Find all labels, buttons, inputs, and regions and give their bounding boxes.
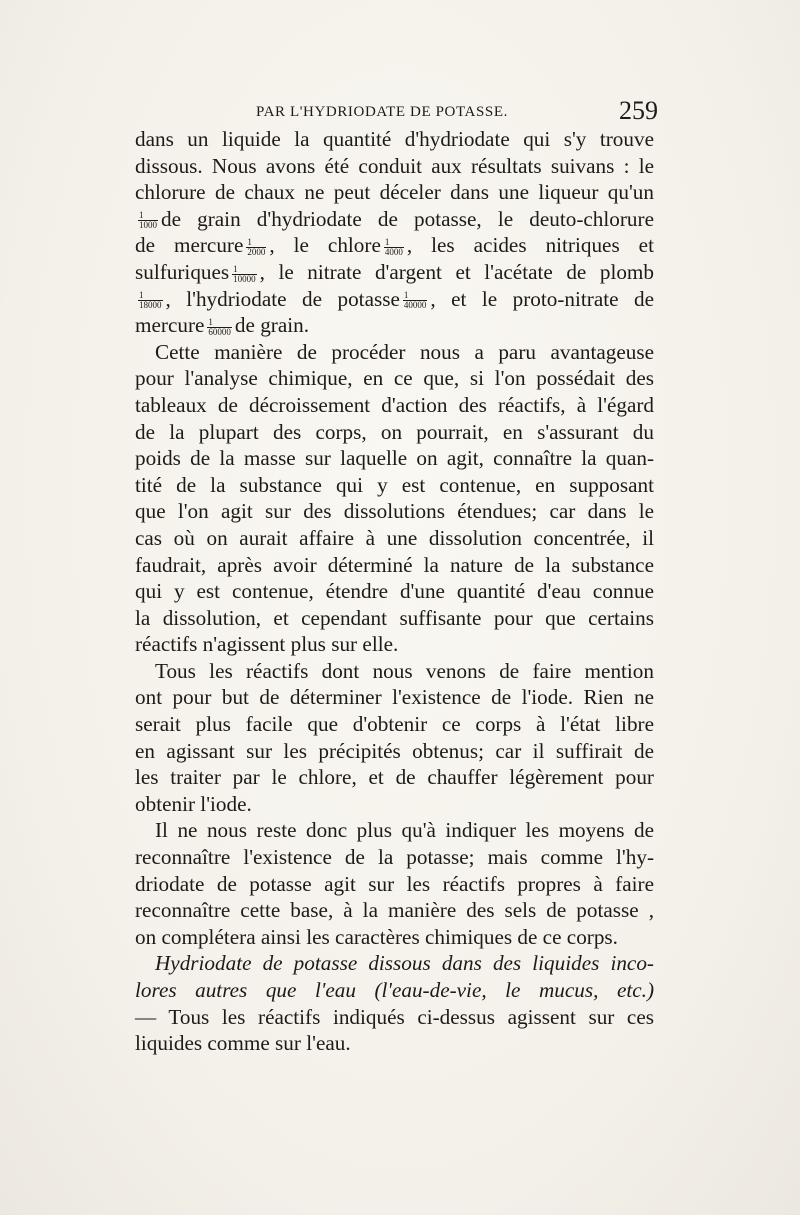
text-line: qui y est contenue, étendre d'une quantité d'eau connue — [135, 579, 654, 604]
text-line: de mercure $\frac{1}{2000}$ , le chlore $\frac{1}{4000}$ , les acides nitriques et — [135, 233, 654, 258]
text-line: Il ne nous reste donc plus qu'à indiquer les moyens de — [155, 818, 654, 843]
text-line: reconnaître l'existence de la potasse; mais comme l'hy- — [135, 845, 654, 870]
text-line: serait plus facile que d'obtenir ce corps à l'état libre — [135, 712, 654, 737]
text-line: mercure $\frac{1}{60000}$ de grain. — [135, 313, 310, 338]
fraction: $\frac{1}{10000}$ — [233, 263, 256, 284]
page-number: 259 — [619, 96, 658, 125]
text-line: ont pour but de déterminer l'existence de l'iode. Rien ne — [135, 685, 654, 710]
text-line: Hydriodate de potasse dissous dans des liquides inco- — [155, 951, 654, 976]
text-line: de la plupart des corps, on pourrait, en s'assurant du — [135, 419, 654, 444]
body-text — [135, 126, 654, 1057]
text-line: réactifs n'agissent plus sur elle. — [135, 632, 399, 657]
running-head: PAR L'HYDRIODATE DE POTASSE. — [256, 104, 508, 120]
text-line: sulfuriques $\frac{1}{10000}$ , le nitrate d'argent et l'acétate de plomb — [135, 259, 654, 284]
text-line: tableaux de décroissement d'action des réactifs, à l'égard — [135, 392, 654, 417]
text-line: $\frac{1}{18000}$ , l'hydriodate de potasse $\frac{1}{40000}$ , et le proto-nitrate de — [139, 286, 654, 311]
text-line: on complétera ainsi les caractères chimiques de ce corps. — [135, 924, 618, 949]
page-header — [130, 96, 658, 128]
text-line: Cette manière de procéder nous a paru avantageuse — [155, 339, 654, 364]
text-line: faudrait, après avoir déterminé la nature de la substance — [135, 552, 654, 577]
fraction: $\frac{1}{1000}$ — [139, 210, 157, 231]
text-line: reconnaître cette base, à la manière des sels de potasse , — [135, 898, 654, 923]
fraction: $\frac{1}{60000}$ — [208, 316, 231, 337]
text-line: poids de la masse sur laquelle on agit, connaître la quan- — [135, 446, 654, 471]
text-line: lores autres que l'eau (l'eau-de-vie, le mucus, etc.) — [135, 978, 654, 1002]
text-line: les traiter par le chlore, et de chauffer légèrement pour — [135, 765, 654, 790]
text-line: dans un liquide la quantité d'hydriodate qui s'y trouve — [135, 127, 654, 151]
fraction: $\frac{1}{4000}$ — [384, 237, 403, 258]
text-line: que l'on agit sur des dissolutions étendues; car dans le — [135, 499, 654, 524]
fraction: $\frac{1}{2000}$ — [247, 237, 266, 258]
fraction: $\frac{1}{18000}$ — [139, 290, 162, 311]
text-line: liquides comme sur l'eau. — [135, 1031, 351, 1056]
text-line: pour l'analyse chimique, en ce que, si l'on possédait des — [135, 366, 654, 391]
text-line: cas où on aurait affaire à une dissolution concentrée, il — [135, 525, 654, 550]
text-line: chlorure de chaux ne peut déceler dans une liqueur qu'un — [135, 180, 654, 205]
text-line: obtenir l'iode. — [135, 791, 252, 816]
text-line: tité de la substance qui y est contenue, en supposant — [135, 472, 654, 497]
fraction: $\frac{1}{40000}$ — [403, 290, 427, 311]
text-line: la dissolution, et cependant suffisante pour que certains — [135, 605, 654, 630]
text-line: — Tous les réactifs indiqués ci-dessus agissent sur ces — [135, 1004, 654, 1029]
text-line: $\frac{1}{1000}$ de grain d'hydriodate de potasse, le deuto-chlorure — [139, 206, 654, 231]
text-line: en agissant sur les précipités obtenus; car il suffirait de — [135, 738, 654, 763]
text-line: dissous. Nous avons été conduit aux résultats suivans : le — [135, 153, 654, 178]
text-line: driodate de potasse agit sur les réactifs propres à faire — [135, 871, 654, 896]
text-line: Tous les réactifs dont nous venons de faire mention — [155, 658, 654, 683]
